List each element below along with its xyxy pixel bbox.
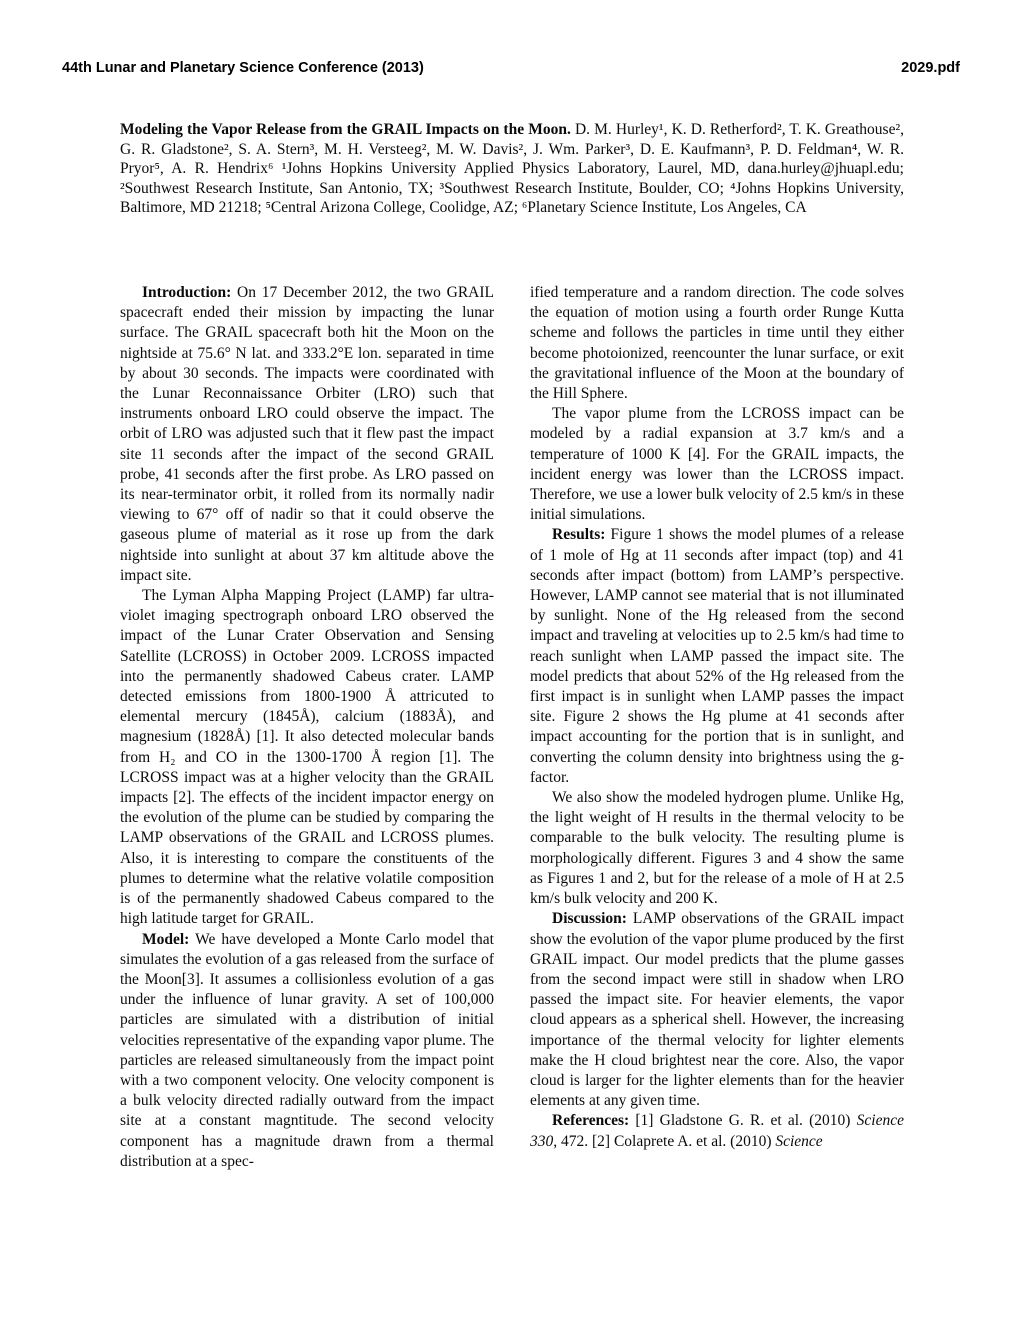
reference-1-text: [1] Gladstone G. R. et al. (2010) (635, 1112, 857, 1130)
plume-velocity-paragraph (530, 404, 904, 525)
section-heading-introduction: Introduction: (142, 284, 232, 301)
reference-2-journal: Science (775, 1132, 823, 1150)
lamp-lcross-text: The Lyman Alpha Mapping Project (LAMP) far ultra-violet imaging spectrograph onboard LRO observed the impact of the Lunar Crater Observation and Sensing Satellite (LCROSS) in October 2009. LCROSS impacted into the permanently shadowed Cabeus crater. LAMP detected emissions from 1800-1900 Å attricuted to elemental mercury (1845Å), calcium (1883Å), and magnesium (1828Å) [1]. It also detected molecular bands from H₂ and CO in the 1300-1700 Å region [1]. The LCROSS impact was at a higher velocity than the GRAIL impacts [2]. The effects of the incident impactor energy on the evolution of the plume can be studied by comparing the LAMP observations of the GRAIL and LCROSS plumes. Also, it is interesting to compare the constituents of the plumes to determine what the relative volatile composition is of the permanently shadowed Cabeus compared to the high latitude target for GRAIL. (120, 587, 494, 928)
introduction-text: On 17 December 2012, the two GRAIL spacecraft ended their mission by impacting the lunar surface. The GRAIL spacecraft both hit the Moon on the nightside at 75.6° N lat. and 333.2°E lon. separated in time by about 30 seconds. The impacts were coordinated with the Lunar Reconnaissance Orbiter (LRO) such that instruments onboard LRO could observe the impact. The orbit of LRO was adjusted such that it flew past the impact site 11 seconds after the impact of the second GRAIL probe, 41 seconds after the first probe. As LRO passed on its near-terminator orbit, it rolled from its normally nadir viewing to 67° off of nadir so that it could observe the gaseous plume of material as it rose up from the dark nightside into sunlight at about 37 km altitude above the impact site. (120, 284, 495, 584)
hydrogen-plume-text: We also show the modeled hydrogen plume. Unlike Hg, the light weight of H results in the thermal velocity to be comparable to the bulk velocity. The resulting plume is morphologically different. Figures 3 and 4 show the same as Figures 1 and 2, but for the release of a mole of H at 2.5 km/s bulk velocity and 200 K. (530, 789, 904, 908)
reference-1-journal: Science 330 (530, 1112, 904, 1150)
body-columns (120, 283, 904, 1172)
left-column (120, 283, 494, 1172)
conference-title: 44th Lunar and Planetary Science Conference (2013) (62, 60, 424, 76)
introduction-paragraph (120, 283, 494, 586)
section-heading-references: References: (552, 1112, 630, 1130)
authors-affiliations: D. M. Hurley¹, K. D. Retherford², T. K. Greathouse², G. R. Gladstone², S. A. Stern³, M. H. Versteeg², M. W. Davis², J. Wm. Parker³, D. E. Kaufmann³, P. D. Feldman⁴, W. R. Pryor⁵, A. R. Hendrix⁶ ¹Johns Hopkins University Applied Physics Laboratory, Laurel, MD, dana.hurley@jhuapl.edu; ²Southwest Research Institute, San Antonio, TX; ³Southwest Research Institute, Boulder, CO; ⁴Johns Hopkins University, Baltimore, MD 21218; ⁵Central Arizona College, Coolidge, AZ; ⁶Planetary Science Institute, Los Angeles, CA (120, 121, 904, 217)
results-text: Figure 1 shows the model plumes of a release of 1 mole of Hg at 11 seconds after impact (top) and 41 seconds after impact (bottom) from LAMP’s perspective. However, LAMP cannot see material that is not illuminated by sunlight. None of the Hg released from the second impact and traveling at velocities up to 2.5 km/s had time to reach sunlight when LAMP passed the impact site. The model predicts that about 52% of the Hg released from the first impact is in sunlight when LAMP passes the impact site. Figure 2 shows the Hg plume at 41 seconds after impact accounting for the portion that is in sunlight, and converting the column density into brightness using the g-factor. (530, 526, 904, 786)
running-header (62, 60, 960, 76)
section-heading-discussion: Discussion: (552, 910, 627, 928)
right-column (530, 283, 904, 1172)
model-paragraph (120, 930, 494, 1172)
discussion-text: LAMP observations of the GRAIL impact show the evolution of the vapor plume produced by the first GRAIL impact. Our model predicts that the plume gasses from the second impact were still in shadow when LRO passed the impact site. For heavier elements, the vapor cloud appears as a spherical shell. However, the increasing importance of the thermal velocity for lighter elements make the H cloud brightest near the core. Also, the vapor cloud is larger for the lighter elements than for the heavier elements at any given time. (530, 910, 904, 1110)
model-continuation-paragraph (530, 283, 904, 404)
results-paragraph (530, 525, 904, 788)
plume-velocity-text: The vapor plume from the LCROSS impact can be modeled by a radial expansion at 3.7 km/s and a temperature of 1000 K [4]. For the GRAIL impacts, the incident energy was lower than the LCROSS impact. Therefore, we use a lower bulk velocity of 2.5 km/s in these initial simulations. (530, 405, 904, 524)
title-authors-block (120, 120, 904, 218)
model-text: We have developed a Monte Carlo model that simulates the evolution of a gas released from the surface of the Moon[3]. It assumes a collisionless evolution of a gas under the influence of lunar gravity. A set of 100,000 particles are simulated with a distribution of initial velocities representative of the expanding vapor plume. The particles are released simultaneously from the impact point with a two component velocity. One velocity component is a bulk velocity directed radially outward from the impact site at a constant magntitude. The second velocity component has a magnitude drawn from a thermal distribution at a spec- (120, 930, 494, 1170)
model-continuation-text: ified temperature and a random direction. The code solves the equation of motion using a fourth order Runge Kutta scheme and follows the particles in time until they either become photoionized, reencounter the lunar surface, or exit the gravitational influence of the Moon at the boundary of the Hill Sphere. (530, 284, 904, 403)
section-heading-model: Model: (142, 930, 190, 948)
discussion-paragraph (530, 909, 904, 1111)
pdf-filename: 2029.pdf (901, 60, 960, 76)
paper-title: Modeling the Vapor Release from the GRAIL Impacts on the Moon. (120, 121, 571, 138)
hydrogen-plume-paragraph (530, 788, 904, 909)
reference-2-text: , 472. [2] Colaprete A. et al. (2010) (553, 1132, 776, 1150)
references-paragraph (530, 1111, 904, 1151)
lamp-lcross-paragraph (120, 586, 494, 929)
section-heading-results: Results: (552, 526, 606, 544)
